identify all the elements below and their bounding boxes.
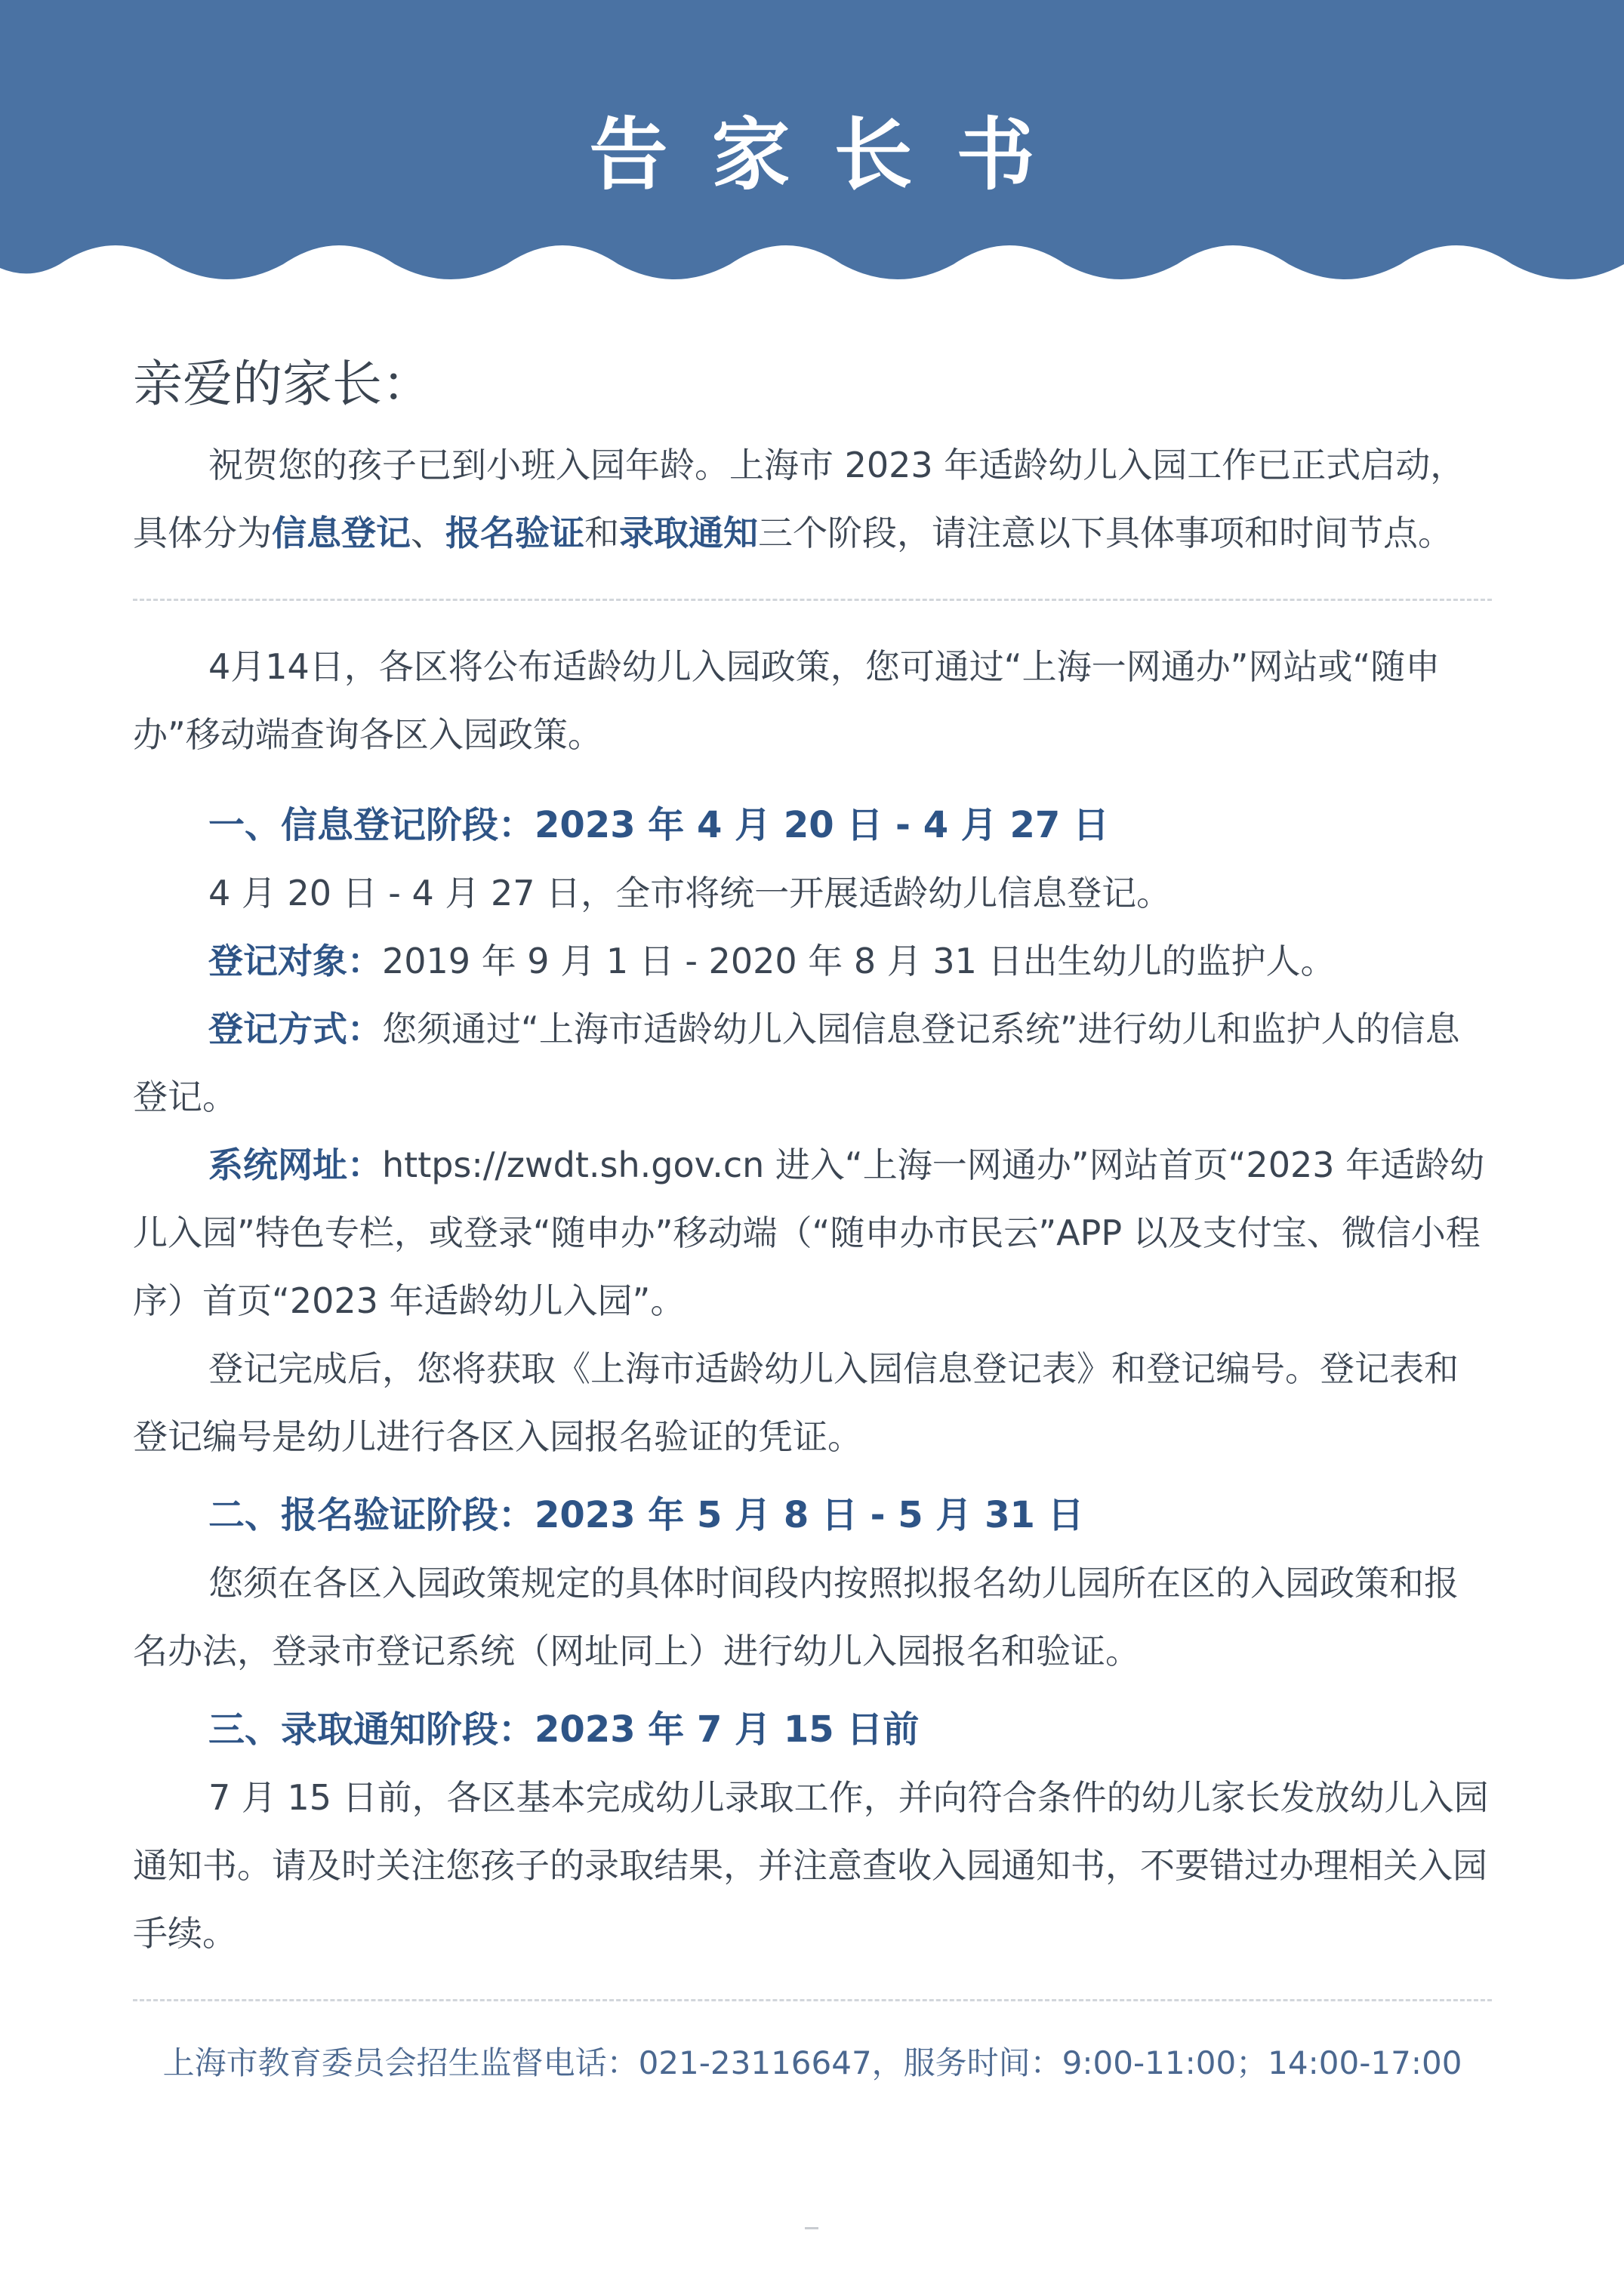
intro-text-1: 祝贺您的孩子已到小班入园年龄。上海市 2023 年适龄幼儿入园工作已正式启动，具体分为	[133, 445, 1465, 553]
stage1-target-text: 2019 年 9 月 1 日 - 2020 年 8 月 31 日出生幼儿的监护人。	[382, 941, 1336, 981]
stage1-url	[133, 1131, 1492, 1335]
intro-text-2: 、	[411, 513, 445, 553]
stage1-method-label: 登记方式：	[208, 1009, 382, 1049]
page-title: 告家长书	[589, 108, 1079, 201]
greeting: 亲爱的家长：	[133, 355, 432, 413]
policy-paragraph: 4月14日，各区将公布适龄幼儿入园政策，您可通过“上海一网通办”网站或“随申办”移动端查询各区入园政策。	[133, 646, 1441, 755]
header-banner	[0, 0, 1624, 287]
page-mark	[805, 2227, 818, 2229]
intro-paragraph	[133, 431, 1492, 567]
intro-highlight-verification: 报名验证	[445, 513, 584, 553]
intro-highlight-admission: 录取通知	[619, 513, 758, 553]
stage1-description: 4 月 20 日 - 4 月 27 日，全市将统一开展适龄幼儿信息登记。	[208, 873, 1172, 913]
dashed-divider-bottom	[133, 1999, 1492, 2001]
stage1-heading: 一、信息登记阶段：2023 年 4 月 20 日 - 4 月 27 日	[208, 804, 1110, 846]
stage3-description: 7 月 15 日前，各区基本完成幼儿录取工作，并向符合条件的幼儿家长发放幼儿入园通知书。请及时关注您孩子的录取结果，并注意查收入园通知书，不要错过办理相关入园手续。	[133, 1777, 1489, 1954]
intro-text-4: 三个阶段，请注意以下具体事项和时间节点。	[758, 513, 1453, 553]
stage2-heading: 二、报名验证阶段：2023 年 5 月 8 日 - 5 月 31 日	[208, 1494, 1084, 1536]
stage1-target	[133, 927, 1492, 995]
stage1-target-label: 登记对象：	[208, 941, 382, 981]
stage1-after: 登记完成后，您将获取《上海市适龄幼儿入园信息登记表》和登记编号。登记表和登记编号是幼儿进行各区入园报名验证的凭证。	[133, 1348, 1459, 1457]
intro-text-3: 和	[584, 513, 619, 553]
stage1-method-text: 您须通过“上海市适龄幼儿入园信息登记系统”进行幼儿和监护人的信息登记。	[133, 1009, 1460, 1117]
stage1-url-text: https://zwdt.sh.gov.cn 进入“上海一网通办”网站首页“2023 年适龄幼儿入园”特色专栏，或登录“随申办”移动端（“随申办市民云”APP 以及支付宝、微信小程序）首页“2023 年适龄幼儿入园”。	[133, 1144, 1485, 1321]
stage1-url-label: 系统网址：	[208, 1144, 382, 1185]
stage2-description: 您须在各区入园政策规定的具体时间段内按照拟报名幼儿园所在区的入园政策和报名办法，登录市登记系统（网址同上）进行幼儿入园报名和验证。	[133, 1563, 1459, 1671]
dashed-divider-top	[133, 599, 1492, 601]
stage3-heading: 三、录取通知阶段：2023 年 7 月 15 日前	[208, 1708, 920, 1751]
stage1-method	[133, 995, 1492, 1131]
footer-contact: 上海市教育委员会招生监督电话：021-23116647，服务时间：9:00-11:00；14:00-17:00	[162, 2044, 1462, 2081]
intro-highlight-registration: 信息登记	[272, 513, 411, 553]
letter-body	[133, 351, 1492, 2093]
